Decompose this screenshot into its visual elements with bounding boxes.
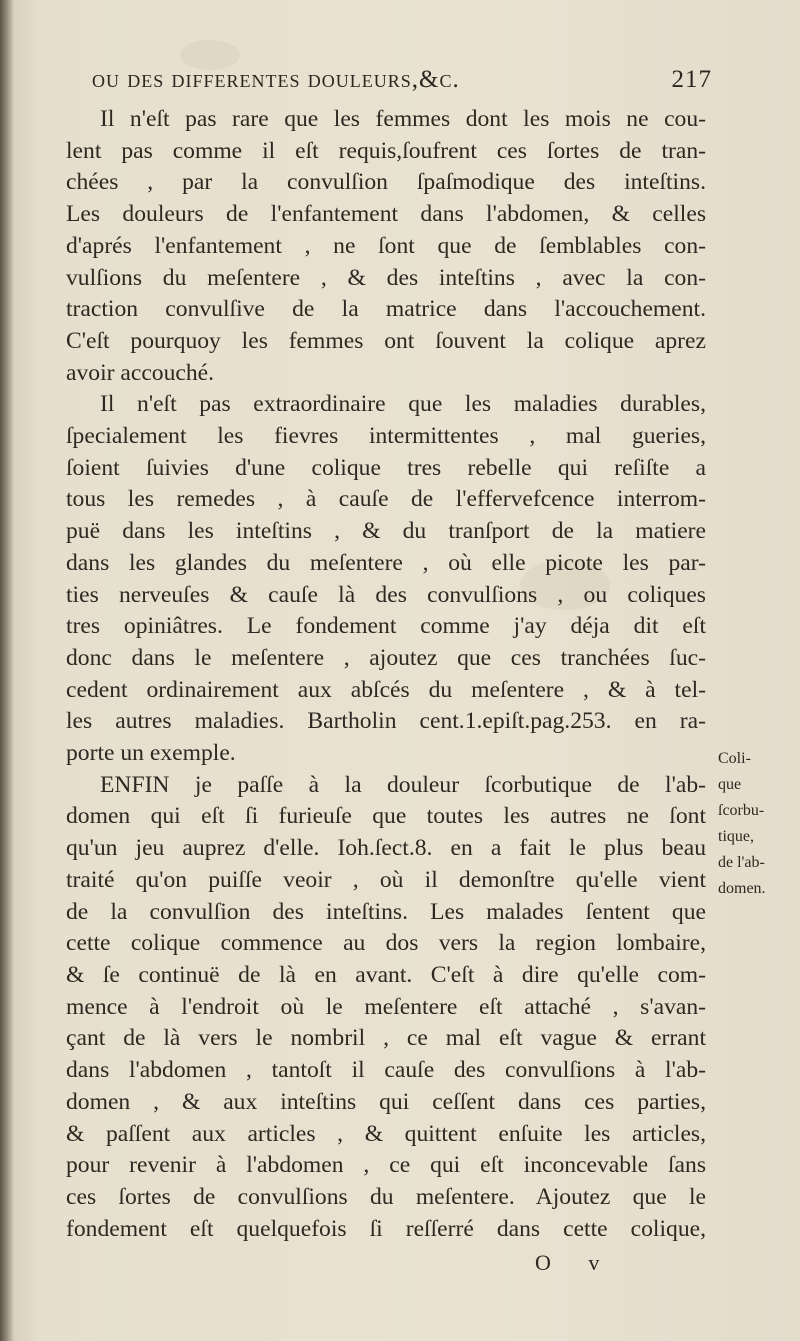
margin-line: Coli- [718,750,751,767]
text-line: pour revenir à l'abdomen , ce qui eſt inconcevable ſans [66,1152,706,1179]
text-line: avoir accouché. [66,359,215,386]
text-line: porte un exemple. [66,740,236,767]
text-line: tous les remedes , à cauſe de l'effervefcence interrom- [66,486,706,513]
margin-line: domen. [718,880,766,897]
marginal-note [718,746,798,902]
text-line: Il n'eſt pas rare que les femmes dont les mois ne cou- [100,106,706,132]
text-line: tres opiniâtres. Le fondement comme j'ay déja dit eſt [66,613,706,640]
margin-line: que [718,776,742,793]
margin-line: de l'ab- [718,854,765,871]
paragraph-1 [66,104,706,389]
text-line: d'aprés l'enfantement , ne ſont que de ſemblables con- [66,232,706,259]
text-line: les autres maladies. Bartholin cent.1.epiſt.pag.253. en ra- [66,708,706,735]
margin-line: ſcorbu- [718,802,765,819]
text-line: de la convulſion des inteſtins. Les malades ſentent que [66,898,706,925]
paragraph-2 [66,389,706,769]
text-line: donc dans le meſentere , ajoutez que ces tranchées ſuc- [66,644,706,671]
page-number: 217 [671,66,712,93]
text-line: & paſſent aux articles , & quittent enſuite les articles, [66,1120,706,1147]
text-line: fondement eſt quelquefois ſi reſſerré dans cette colique, [66,1215,706,1242]
signature-mark: O v [535,1250,616,1275]
text-line: Il n'eſt pas extraordinaire que les maladies durables, [100,391,706,418]
text-line: dans les glandes du meſentere , où elle picote les par- [66,549,706,576]
text-line: domen qui eſt ſi furieuſe que toutes les autres ne ſont [66,803,706,830]
text-line: ENFIN je paſſe à la douleur ſcorbutique de l'ab- [100,771,706,798]
text-line: lent pas comme il eſt requis,ſoufrent ces ſortes de tran- [66,137,706,164]
text-line: qu'un jeu auprez d'elle. Ioh.ſect.8. en a fait le plus beau [66,835,706,862]
running-header [92,66,712,106]
text-line: ſoient ſuivies d'une colique tres rebelle qui reſiſte a [66,454,706,481]
text-line: puë dans les inteſtins , & du tranſport de la matiere [66,518,706,545]
text-line: çant de là vers le nombril , ce mal eſt vague & errant [66,1025,706,1052]
text-line: traction convulſive de la matrice dans l'accouchement. [66,296,706,323]
text-line: ces ſortes de convulſions du meſentere. Ajoutez que le [66,1183,706,1210]
text-line: traité qu'on puiſſe veoir , où il demonſtre qu'elle vient [66,866,706,893]
body-text [66,104,706,1245]
text-line: cedent ordinairement aux abſcés du meſentere , & à tel- [66,676,706,703]
text-line: domen , & aux inteſtins qui ceſſent dans ces parties, [66,1088,706,1115]
text-line: Les douleurs de l'enfantement dans l'abdomen, & celles [66,201,706,228]
text-line: C'eſt pourquoy les femmes ont ſouvent la colique aprez [66,327,706,354]
text-line: ties nerveuſes & cauſe là des convulſions , ou coliques [66,581,706,608]
text-line: chées , par la convulſion ſpaſmodique des inteſtins. [66,169,706,196]
text-line: vulſions du meſentere , & des inteſtins , avec la con- [66,264,706,291]
text-line: mence à l'endroit où le meſentere eſt attaché , s'avan- [66,993,706,1020]
margin-line: tique, [718,828,754,845]
text-line: & ſe continuë de là en avant. C'eſt à dire qu'elle com- [66,961,706,988]
running-title: ou des differentes douleurs,&c. [92,66,460,93]
text-line: ſpecialement les fievres intermittentes , mal gueries, [66,423,706,450]
text-line: dans l'abdomen , tantoſt il cauſe des convulſions à l'ab- [66,1057,706,1084]
paragraph-3 [66,770,706,1246]
text-line: cette colique commence au dos vers la region lombaire, [66,930,706,957]
